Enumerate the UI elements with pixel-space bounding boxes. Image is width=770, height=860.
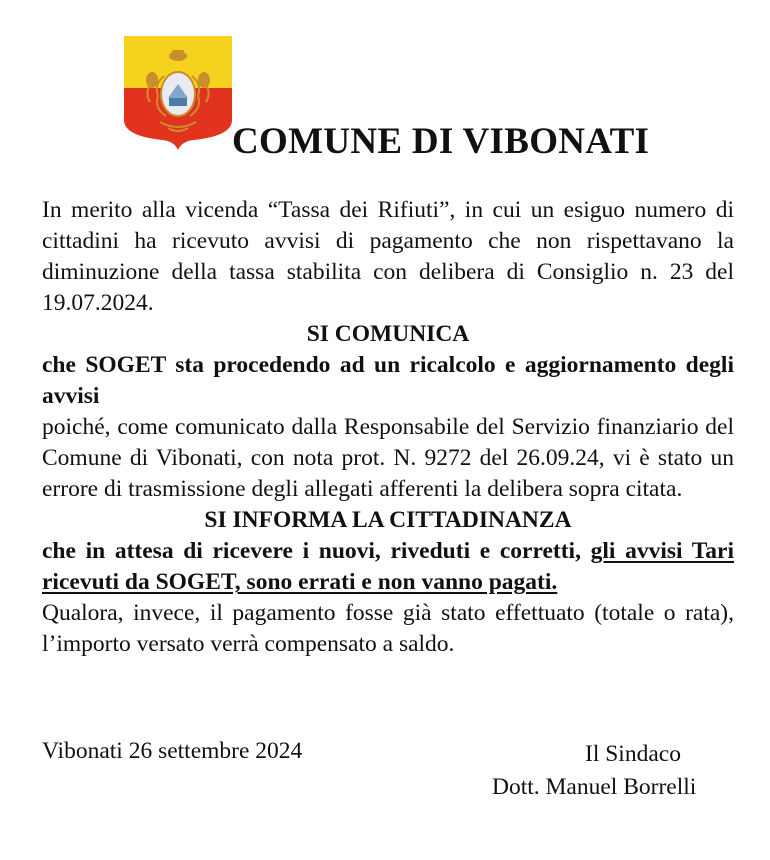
- heading-si-informa: SI INFORMA LA CITTADINANZA: [204, 507, 572, 533]
- signature-block: [492, 738, 720, 804]
- signer-role: Il Sindaco: [585, 741, 681, 767]
- statement-ricalcolo: che SOGET sta procedendo ad un ricalcolo e aggiornamento degli avvisi: [42, 352, 734, 409]
- page-title: COMUNE DI VIBONATI: [232, 121, 650, 162]
- notice-body: [42, 195, 734, 660]
- statement-avvisi-underlined: gli avvisi Tari ricevuti da SOGET, sono errati e non vanno pagati.: [42, 538, 734, 595]
- statement-avvisi-prefix: che in attesa di ricevere i nuovi, riveduti e corretti,: [42, 538, 591, 564]
- place-date: Vibonati 26 settembre 2024: [42, 738, 303, 764]
- reason-paragraph: poiché, come comunicato dalla Responsabile del Servizio finanziario del Comune di Vibonati, con nota prot. N. 9272 del 26.09.24, vi è stato un errore di trasmissione degli allegati afferenti la delibera sopra citata.: [42, 414, 734, 502]
- signer-name: Dott. Manuel Borrelli: [492, 774, 697, 800]
- heading-si-comunica: SI COMUNICA: [306, 321, 470, 347]
- coat-of-arms-icon: [124, 36, 232, 150]
- closing-paragraph: Qualora, invece, il pagamento fosse già stato effettuato (totale o rata), l’importo versato verrà compensato a saldo.: [42, 600, 734, 657]
- intro-paragraph: In merito alla vicenda “Tassa dei Rifiuti”, in cui un esiguo numero di cittadini ha ricevuto avvisi di pagamento che non rispettavano la diminuzione della tassa stabilita con delibera di Consiglio n. 23 del 19.07.2024.: [42, 197, 734, 316]
- statement-avvisi: [42, 536, 734, 598]
